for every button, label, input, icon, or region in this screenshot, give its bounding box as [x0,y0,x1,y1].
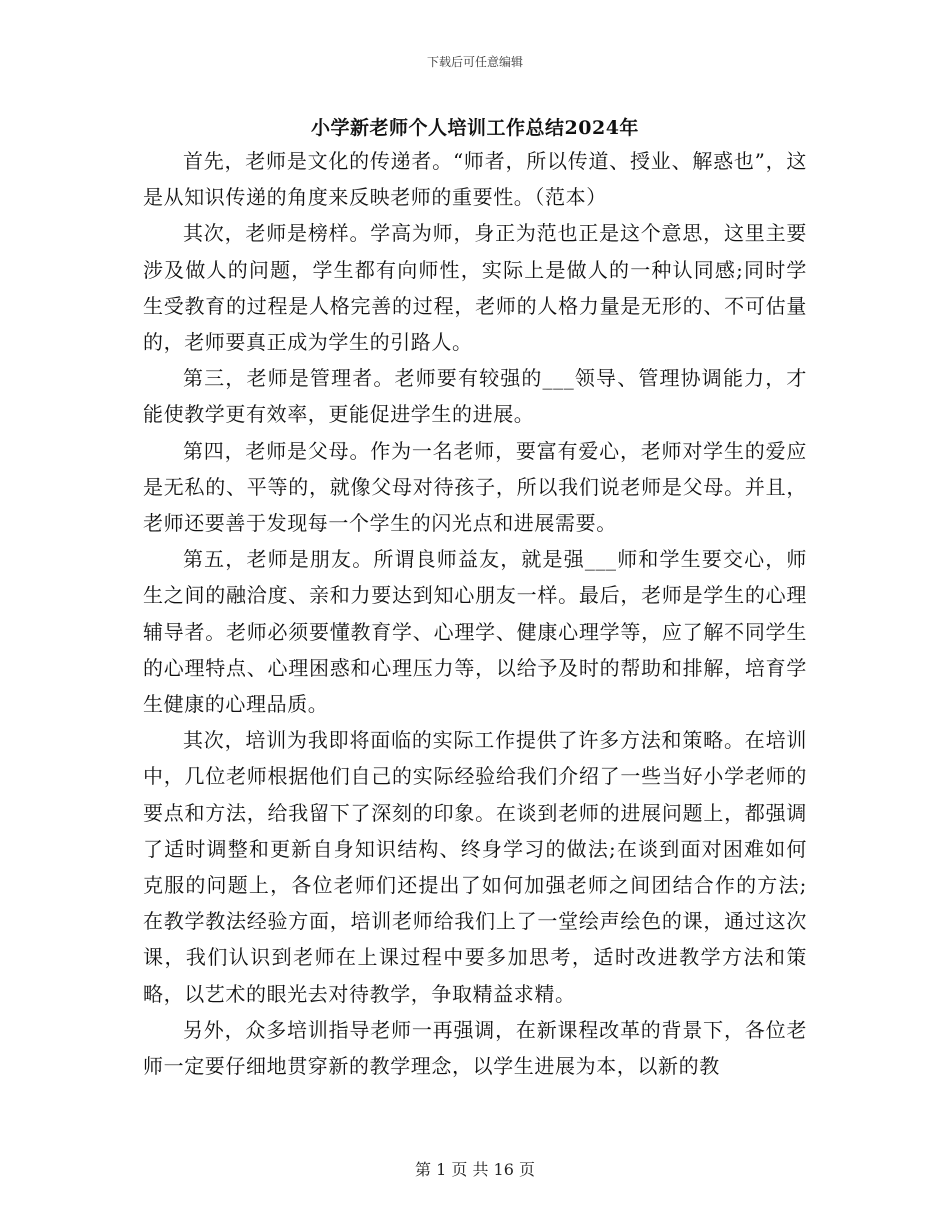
paragraph-5: 第五，老师是朋友。所谓良师益友，就是强___师和学生要交心，师生之间的融洽度、亲和力要达到知心朋友一样。最后，老师是学生的心理辅导者。老师必须要懂教育学、心理学、健康心理学等，应了解不同学生的心理特点、心理困惑和心理压力等，以给予及时的帮助和排解，培育学生健康的心理品质。 [143,547,807,717]
paragraph-2: 其次，老师是榜样。学高为师，身正为范也正是这个意思，这里主要涉及做人的问题，学生都有向师性，实际上是做人的一种认同感;同时学生受教育的过程是人格完善的过程，老师的人格力量是无形的、不可估量的，老师要真正成为学生的引路人。 [143,221,807,355]
paragraph-6: 其次，培训为我即将面临的实际工作提供了许多方法和策略。在培训中，几位老师根据他们自己的实际经验给我们介绍了一些当好小学老师的要点和方法，给我留下了深刻的印象。在谈到老师的进展问题上，都强调了适时调整和更新自身知识结构、终身学习的做法;在谈到面对困难如何克服的问题上，各位老师们还提出了如何加强老师之间团结合作的方法;在教学教法经验方面，培训老师给我们上了一堂绘声绘色的课，通过这次课，我们认识到老师在上课过程中要多加思考，适时改进教学方法和策略，以艺术的眼光去对待教学，争取精益求精。 [143,728,807,1006]
document-body [143,143,807,1084]
page-indicator: 第 1 页 共 16 页 [415,1160,535,1179]
paragraph-3: 第三，老师是管理者。老师要有较强的___领导、管理协调能力，才能使教学更有效率，更能促进学生的进展。 [143,366,807,427]
document-title: 小学新老师个人培训工作总结2024年 [311,117,639,139]
header-note: 下载后可任意编辑 [426,55,523,69]
paragraph-1: 首先，老师是文化的传递者。“师者，所以传道、授业、解惑也”，这是从知识传递的角度来反映老师的重要性。（范本） [143,149,807,210]
paragraph-4: 第四，老师是父母。作为一名老师，要富有爱心，老师对学生的爱应是无私的、平等的，就像父母对待孩子，所以我们说老师是父母。并且，老师还要善于发现每一个学生的闪光点和进展需要。 [143,438,807,536]
paragraph-7: 另外，众多培训指导老师一再强调，在新课程改革的背景下，各位老师一定要仔细地贯穿新的教学理念，以学生进展为本，以新的教 [143,1017,807,1079]
